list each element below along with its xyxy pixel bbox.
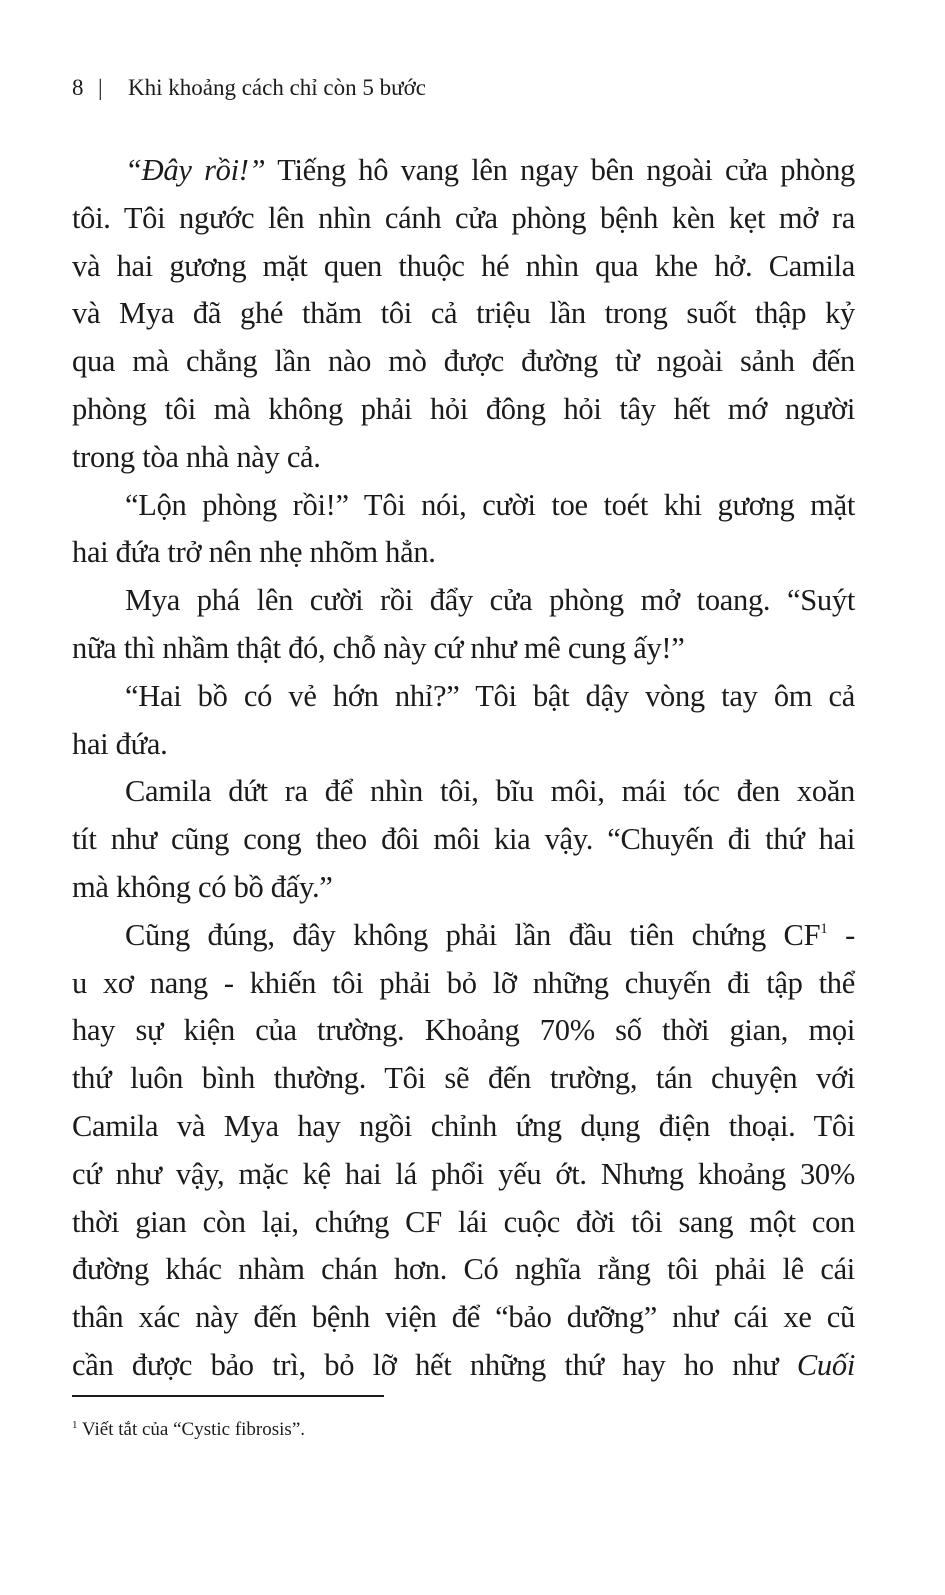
page-number: 8 (72, 75, 84, 100)
text-line (72, 434, 855, 482)
text-line (72, 1007, 855, 1055)
text-line (72, 864, 855, 912)
line-text: u xơ nang - khiến tôi phải bỏ lỡ những chuyến đi tập thể (72, 965, 855, 1000)
text-line (72, 768, 855, 816)
text-line (72, 816, 855, 864)
text-line (72, 1246, 855, 1294)
running-header (72, 72, 426, 104)
line-text: hai đứa. (72, 726, 168, 761)
text-line (72, 529, 855, 577)
text-line (72, 673, 855, 721)
footnote-reference: 1 (820, 920, 828, 937)
text-line (72, 1103, 855, 1151)
text-line (72, 960, 855, 1008)
line-text: phòng tôi mà không phải hỏi đông hỏi tây hết mớ người (72, 391, 855, 426)
line-text: và hai gương mặt quen thuộc hé nhìn qua khe hở. Camila (72, 248, 855, 283)
running-title: Khi khoảng cách chỉ còn 5 bước (128, 75, 426, 100)
text-line (72, 147, 855, 195)
line-text: đường khác nhàm chán hơn. Có nghĩa rằng tôi phải lê cái (72, 1252, 855, 1287)
line-text: thứ luôn bình thường. Tôi sẽ đến trường, tán chuyện với (72, 1061, 855, 1096)
footnote-text: Viết tắt của “Cystic fibrosis”. (77, 1419, 306, 1440)
text-line (72, 912, 855, 960)
text-line (72, 1342, 855, 1390)
header-separator: | (98, 75, 103, 100)
footnote-marker: 1 (72, 1419, 78, 1431)
line-text: Mya phá lên cười rồi đẩy cửa phòng mở toang. “Suýt (125, 583, 855, 618)
line-text-after: - (827, 917, 856, 952)
footnote (72, 1416, 305, 1444)
line-text: hai đứa trở nên nhẹ nhõm hẳn. (72, 535, 436, 570)
line-text: và Mya đã ghé thăm tôi cả triệu lần trong suốt thập kỷ (72, 296, 855, 331)
text-line (72, 1199, 855, 1247)
line-text: “Lộn phòng rồi!” Tôi nói, cười toe toét khi gương mặt (125, 487, 855, 522)
text-line (72, 1055, 855, 1103)
line-text: hay sự kiện của trường. Khoảng 70% số thời gian, mọi (72, 1013, 855, 1048)
text-line (72, 338, 855, 386)
line-text: tít như cũng cong theo đôi môi kia vậy. “Chuyến đi thứ hai (72, 822, 855, 857)
line-text: cứ như vậy, mặc kệ hai lá phổi yếu ớt. Nhưng khoảng 30% (72, 1156, 855, 1191)
text-line (72, 290, 855, 338)
line-text: qua mà chẳng lần nào mò được đường từ ngoài sảnh đến (72, 344, 855, 379)
line-text: tôi. Tôi ngước lên nhìn cánh cửa phòng bệnh kèn kẹt mở ra (72, 200, 855, 235)
line-italic-pre: “Đây rồi!” (125, 153, 266, 187)
line-text: thời gian còn lại, chứng CF lái cuộc đời tôi sang một con (72, 1204, 855, 1239)
text-line (72, 625, 855, 673)
text-line (72, 721, 855, 769)
line-text: Camila dứt ra để nhìn tôi, bĩu môi, mái tóc đen xoăn (125, 774, 855, 809)
line-text: trong tòa nhà này cả. (72, 439, 321, 474)
line-italic-post: Cuối (796, 1347, 855, 1382)
line-text: cần được bảo trì, bỏ lỡ hết những thứ hay ho như (72, 1347, 797, 1382)
text-line (72, 482, 855, 530)
line-text: Cũng đúng, đây không phải lần đầu tiên chứng CF (125, 917, 821, 952)
footnote-rule (72, 1395, 384, 1397)
line-text: mà không có bồ đấy.” (72, 869, 333, 904)
text-line (72, 1294, 855, 1342)
line-text: Camila và Mya hay ngồi chỉnh ứng dụng điện thoại. Tôi (72, 1108, 855, 1143)
line-text: Tiếng hô vang lên ngay bên ngoài cửa phòng (265, 153, 855, 187)
text-line (72, 195, 855, 243)
body-text (72, 147, 855, 1390)
text-line (72, 386, 855, 434)
line-text: “Hai bồ có vẻ hớn nhỉ?” Tôi bật dậy vòng tay ôm cả (125, 678, 855, 713)
line-text: nữa thì nhầm thật đó, chỗ này cứ như mê cung ấy!” (72, 630, 685, 665)
text-line (72, 577, 855, 625)
line-text: thân xác này đến bệnh viện để “bảo dưỡng” như cái xe cũ (72, 1300, 855, 1335)
text-line (72, 1151, 855, 1199)
text-line (72, 243, 855, 291)
